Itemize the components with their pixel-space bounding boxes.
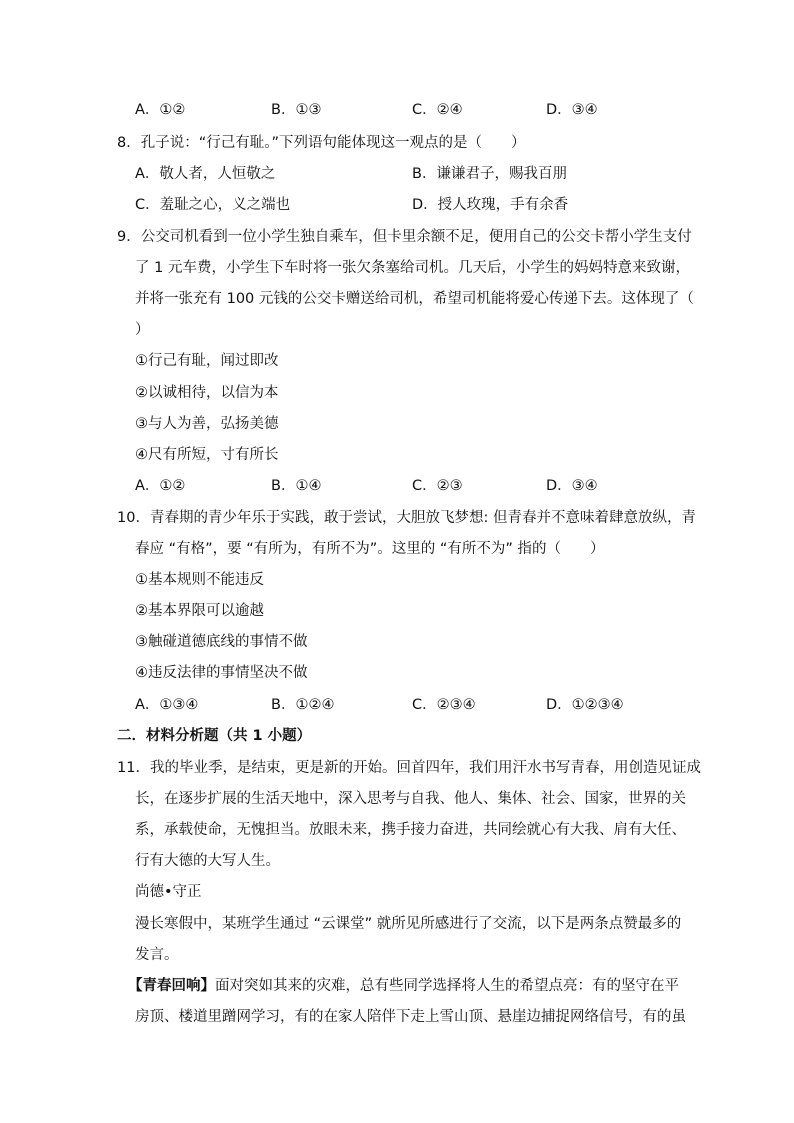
- q8-stem: 8．孔子说：“行己有耻。”下列语句能体现这一观点的是（ ）: [117, 135, 526, 151]
- q9-item: ②以诚相待，以信为本: [135, 385, 279, 401]
- q10-option-b: B．①②④: [271, 697, 335, 713]
- q8-option-b: B．谦谦君子，赐我百朋: [412, 166, 567, 182]
- q8-option-d: D．授人玫瑰，手有余香: [412, 197, 569, 213]
- quote-text: 面对突如其来的灾难，总有些同学选择将人生的希望点亮：有的坚守在平: [215, 978, 679, 994]
- q8-option-a: A．敬人者，人恒敬之: [135, 166, 276, 182]
- q9-option-b: B．①④: [271, 478, 322, 494]
- q11-para-line: 发言。: [135, 947, 179, 963]
- section-title: 二．材料分析题（共 1 小题）: [117, 728, 312, 744]
- q9-option-d: D．③④: [546, 478, 598, 494]
- q7-option-b: B．①③: [271, 102, 322, 118]
- q10-stem-line: 10．青春期的青少年乐于实践，敢于尝试，大胆放飞梦想: 但青春并不意味着肆意放纵，青: [117, 510, 696, 526]
- q11-para-line: 漫长寒假中，某班学生通过 “云课堂” 就所见所感进行了交流，以下是两条点赞最多的: [135, 916, 682, 932]
- q10-item: ③触碰道德底线的事情不做: [135, 634, 308, 650]
- q9-item: ①行己有耻，闻过即改: [135, 353, 279, 369]
- q11-quote-line: [128, 976, 679, 996]
- q11-line: 11．我的毕业季，是结束，更是新的开始。回首四年，我们用汗水书写青春，用创造见证成: [117, 760, 701, 776]
- q9-option-c: C．②③: [412, 478, 463, 494]
- q7-option-a: A．①②: [135, 102, 186, 118]
- q10-item: ②基本界限可以逾越: [135, 603, 264, 619]
- q7-option-c: C．②④: [412, 102, 463, 118]
- q7-option-d: D．③④: [546, 102, 598, 118]
- quote-label: 【青春回响】: [128, 978, 215, 994]
- q9-item: ③与人为善，弘扬美德: [135, 416, 279, 432]
- q9-item: ④尺有所短，寸有所长: [135, 447, 279, 463]
- q11-line: 系，承载使命，无愧担当。放眼未来，携手接力奋进，共同绘就心有大我、肩有大任、: [135, 822, 686, 838]
- q10-option-a: A．①③④: [135, 697, 199, 713]
- q11-line: 行有大德的大写人生。: [135, 853, 280, 869]
- q8-option-c: C．羞耻之心，义之端也: [135, 197, 291, 213]
- q10-item: ④违反法律的事情坚决不做: [135, 665, 308, 681]
- q10-stem-line: 春应 “有格”，要 “有所为，有所不为”。这里的 “有所不为” 指的（ ）: [135, 541, 605, 557]
- q10-item: ①基本规则不能违反: [135, 572, 264, 588]
- q10-option-d: D．①②③④: [546, 697, 624, 713]
- q11-line: 长，在逐步扩展的生活天地中，深入思考与自我、他人、集体、社会、国家，世界的关: [135, 791, 686, 807]
- q9-stem-line: 了 1 元车费，小学生下车时将一张欠条塞给司机。几天后，小学生的妈妈特意来致谢，: [135, 260, 690, 276]
- q9-stem-line: 9．公交司机看到一位小学生独自乘车，但卡里余额不足，便用自己的公交卡帮小学生支付: [117, 229, 692, 245]
- q9-stem-line: ）: [135, 322, 150, 338]
- q11-subtitle: 尚德•守正: [135, 884, 202, 900]
- q11-quote-line: 房顶、楼道里蹭网学习，有的在家人陪伴下走上雪山顶、悬崖边捕捉网络信号，有的虽: [135, 1009, 686, 1025]
- q9-option-a: A．①②: [135, 478, 186, 494]
- q9-stem-line: 并将一张充有 100 元钱的公交卡赠送给司机，希望司机能将爱心传递下去。这体现了（: [135, 291, 694, 307]
- q10-option-c: C．②③④: [412, 697, 476, 713]
